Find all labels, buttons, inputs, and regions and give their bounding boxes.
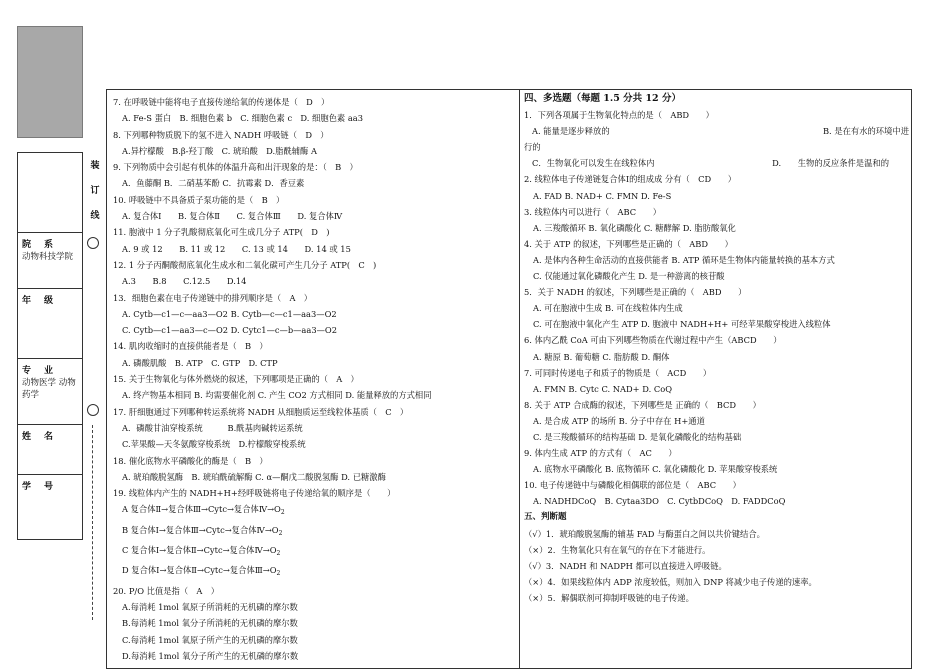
mc-question-7-options: A. FMN B. Cytc C. NAD+ D. CoQ xyxy=(533,383,673,394)
question-19-option-a xyxy=(113,501,513,521)
mc-question-1-options-ab xyxy=(524,123,909,139)
question-17: 17. 肝细胞通过下列哪种转运系统将 NADH 从细胞质运至线粒体基质（ C ） xyxy=(113,406,409,417)
binding-char-3: 线 xyxy=(90,211,100,221)
mc-question-2: 2. 线粒体电子传递链复合体Ⅰ的组成成 分有（ CD ） xyxy=(524,174,737,185)
question-18-options: A. 琥珀酸脱氢酶 B. 琥珀酰硫解酶 C. α—酮戊二酸脱氢酶 D. 已糖激酶 xyxy=(122,471,386,482)
question-7: 7. 在呼吸链中能将电子直接传递给氧的传递体是（ D ） xyxy=(113,97,330,107)
question-13-options-ab: A. Cytb—c1—c—aa3—O2 B. Cytb—c—c1—aa3—O2 xyxy=(122,308,337,319)
question-20-option-a: A.每消耗 1mol 氧原子所消耗的无机磷的摩尔数 xyxy=(122,601,298,612)
question-8-options: A.异柠檬酸 B.β-羟丁酸 C. 琥珀酸 D.脂酰辅酶 A xyxy=(122,145,317,156)
binding-hole-top xyxy=(87,237,99,249)
info-label-student-id: 学 号 xyxy=(22,482,56,492)
section-4-title: 四、多选题（每题 1.5 分共 12 分） xyxy=(524,93,681,104)
mc-question-1: 1．下列各项属于生物氧化特点的是（ ABD ） xyxy=(524,110,714,121)
mc-question-4: 4. 关于 ATP 的叙述，下列哪些是正确的（ ABD ） xyxy=(524,238,733,249)
mc-question-4-options-cd: C. 仅能通过氧化磷酸化产生 D. 是一种游离的核苷酸 xyxy=(533,271,725,282)
subscript-2: 2 xyxy=(276,550,281,558)
question-17-options-cd: C.苹果酸—天冬氨酸穿梭系统 D.柠檬酸穿梭系统 xyxy=(122,439,306,450)
question-17-options-ab: A．磷酸甘油穿梭系统 B.酰基肉碱转运系统 xyxy=(122,422,303,433)
judgment-5: （×）5．解偶联剂可抑制呼吸链的电子传递。 xyxy=(524,592,694,603)
info-cell-department xyxy=(18,233,82,289)
question-7-options: A. Fe-S 蛋白 B. 细胞色素 b C. 细胞色素 c D. 细胞色素 aa3 xyxy=(122,113,364,124)
question-15: 15. 关于生物氧化与体外燃烧的叙述，下列哪项是正确的（ A ） xyxy=(113,374,359,385)
mc-question-6-options: A. 糖原 B. 葡萄糖 C. 脂肪酸 D. 酮体 xyxy=(533,351,670,362)
judgment-2: （×）2．生物氧化只有在氧气的存在下才能进行。 xyxy=(524,544,711,555)
column-divider xyxy=(519,89,520,669)
question-12-options: A.3 B.8 C.12.5 D.14 xyxy=(122,276,247,287)
question-14: 14. 肌肉收缩时的直接供能者是（ B ） xyxy=(113,341,268,352)
mc-question-5-options-ab: A. 可在胞液中生成 B. 可在线粒体内生成 xyxy=(533,303,683,314)
mc-question-8: 8. 关于 ATP 合成酶的叙述，下列哪些是 正确的（ BCD ） xyxy=(524,399,761,410)
info-label-grade: 年 级 xyxy=(22,296,56,306)
binding-dashed-line xyxy=(92,425,93,620)
mc-question-7: 7. 可同时传递电子和质子的物质是（ ACD ） xyxy=(524,367,712,378)
question-19-option-b xyxy=(113,522,513,542)
question-19-option-d-text: D 复合体Ⅰ→复合体Ⅱ→Cytc→复合体Ⅲ→O xyxy=(122,565,277,576)
question-19-option-a-text: A 复合体Ⅱ→复合体Ⅲ→Cytc→复合体Ⅳ→O xyxy=(122,504,281,515)
question-8: 8. 下列哪种物质脱下的氢不进入 NADH 呼吸链（ D ） xyxy=(113,129,329,140)
mc-question-8-options-cd: C. 是三羧酸循环的结构基础 D. 是氧化磷酸化的结构基础 xyxy=(533,431,742,442)
mc-question-1-option-b-cont: 行的 xyxy=(524,142,541,153)
mc-question-4-options-ab: A. 是体内各种生命活动的直接供能者 B. ATP 循环是生物体内能量转换的基本方式 xyxy=(533,254,835,265)
mc-question-5: 5．关于 NADH 的叙述，下列哪些是正确的（ ABD ） xyxy=(524,287,747,298)
mc-question-2-options: A. FAD B. NAD+ C. FMN D. Fe-S xyxy=(533,190,672,201)
judgment-3: （√）3．NADH 和 NADPH 都可以直接进入呼吸链。 xyxy=(524,560,727,571)
question-20: 20. P/O 比值是指（ A ） xyxy=(113,585,220,596)
question-11: 11. 胞液中 1 分子乳酸彻底氧化可生成几分子 ATP( D ) xyxy=(113,227,330,238)
judgment-4: （×）4．如果线粒体内 ADP 浓度较低，则加入 DNP 将减少电子传递的速率。 xyxy=(524,576,817,587)
info-label-department: 院 系 xyxy=(22,240,56,250)
question-15-options: A. 终产物基本相同 B. 均需要催化剂 C. 产生 CO2 方式相同 D. 能量释放的方式相同 xyxy=(122,390,432,401)
info-cell-name xyxy=(18,425,82,475)
student-info-table xyxy=(17,152,83,540)
question-20-option-b: B.每消耗 1mol 氧分子所消耗的无机磷的摩尔数 xyxy=(122,618,298,629)
question-19-option-b-text: B 复合体Ⅰ→复合体Ⅲ→Cytc→复合体Ⅳ→O xyxy=(122,524,279,535)
question-10: 10. 呼吸链中不具备质子泵功能的是（ B ） xyxy=(113,194,285,205)
mc-question-1-option-c: C．生物氧化可以发生在线粒体内 xyxy=(532,158,655,169)
question-11-options: A. 9 或 12 B. 11 或 12 C. 13 或 14 D. 14 或 15 xyxy=(122,243,351,254)
question-19-option-c-text: C 复合体Ⅰ→复合体Ⅱ→Cytc→复合体Ⅳ→O xyxy=(122,545,277,556)
question-12: 12. 1 分子丙酮酸彻底氧化生成水和二氧化碳可产生几分子 ATP( C ) xyxy=(113,259,377,270)
mc-question-5-options-cd: C. 可在胞液中氧化产生 ATP D. 胞液中 NADH+H+ 可经苹果酸穿梭进入线粒体 xyxy=(533,319,831,330)
subscript-2: 2 xyxy=(276,570,281,578)
school-logo-placeholder xyxy=(17,26,83,138)
info-cell-grade xyxy=(18,289,82,359)
binding-char-1: 装 xyxy=(90,161,100,171)
binding-line-area xyxy=(85,155,105,625)
question-13: 13．细胞色素在电子传递链中的排列顺序是（ A ） xyxy=(113,292,313,303)
info-label-name: 姓 名 xyxy=(22,432,56,442)
mc-question-10: 10. 电子传递链中与磷酸化相偶联的部位是（ ABC ） xyxy=(524,480,741,491)
subscript-2: 2 xyxy=(278,529,283,537)
mc-question-6: 6. 体内乙酰 CoA 可由下列哪些物质在代谢过程中产生（ABCD ） xyxy=(524,335,782,346)
mc-question-8-options-ab: A. 是合成 ATP 的场所 B. 分子中存在 H+通道 xyxy=(533,415,705,426)
info-value-major: 动物医学 动物药学 xyxy=(22,378,76,400)
mc-question-9: 9. 体内生成 ATP 的方式有（ AC ） xyxy=(524,448,677,459)
mc-question-1-options-cd xyxy=(524,155,909,171)
mc-question-1-option-b: B. 是在有水的环境中进 xyxy=(822,126,909,137)
right-column xyxy=(524,91,909,606)
question-13-options-cd: C. Cytb—c1—aa3—c—O2 D. Cytc1—c—b—aa3—O2 xyxy=(122,325,337,336)
info-value-department: 动物科技学院 xyxy=(22,252,74,262)
question-14-options: A. 磷酸肌酸 B. ATP C. GTP D. CTP xyxy=(122,357,278,368)
mc-question-3: 3. 线粒体内可以进行（ ABC ） xyxy=(524,206,662,217)
mc-question-1-option-d: D. 生物的反应条件是温和的 xyxy=(772,158,889,169)
mc-question-3-options: A. 三羧酸循环 B. 氧化磷酸化 C. 糖酵解 D. 脂肪酸氧化 xyxy=(533,222,736,233)
question-9: 9. 下列物质中会引起有机体的体温升高和出汗现象的是：（ B ） xyxy=(113,162,358,173)
section-5-title: 五、判断题 xyxy=(524,512,567,523)
question-10-options: A. 复合体Ⅰ B. 复合体Ⅱ C. 复合体Ⅲ D. 复合体Ⅳ xyxy=(122,211,343,222)
question-19: 19. 线粒体内产生的 NADH+H+经呼吸链将电子传递给氧的顺序是（ ） xyxy=(113,488,396,499)
question-19-option-d xyxy=(113,562,513,582)
mc-question-1-option-a: A. 能量是逐步释放的 xyxy=(532,126,610,137)
judgment-1: （√）1．琥珀酸脱氢酶的辅基 FAD 与酶蛋白之间以共价键结合。 xyxy=(524,528,765,539)
mc-question-10-options: A. NADHDCoQ B. Cytaa3DO C. CytbDCoQ D. FADDCoQ xyxy=(533,496,786,507)
binding-hole-bottom xyxy=(87,404,99,416)
info-cell-major xyxy=(18,359,82,425)
question-18: 18. 催化底物水平磷酸化的酶是（ B ） xyxy=(113,455,268,466)
info-cell-student-id xyxy=(18,475,82,539)
left-column xyxy=(113,94,513,664)
question-20-option-c: C.每消耗 1mol 氧原子所产生的无机磷的摩尔数 xyxy=(122,634,298,645)
question-19-option-c xyxy=(113,542,513,562)
question-9-options: A．鱼藤酮 B．二硝基苯酚 C．抗霉素 D．香豆素 xyxy=(122,178,305,189)
subscript-2: 2 xyxy=(280,509,285,517)
info-cell-blank xyxy=(18,153,82,233)
mc-question-9-options: A. 底物水平磷酸化 B. 底物循环 C. 氧化磷酸化 D. 苹果酸穿梭系统 xyxy=(533,464,778,475)
question-20-option-d: D.每消耗 1mol 氧分子所产生的无机磷的摩尔数 xyxy=(122,650,299,661)
info-label-major: 专 业 xyxy=(22,366,56,376)
binding-char-2: 订 xyxy=(90,186,100,196)
